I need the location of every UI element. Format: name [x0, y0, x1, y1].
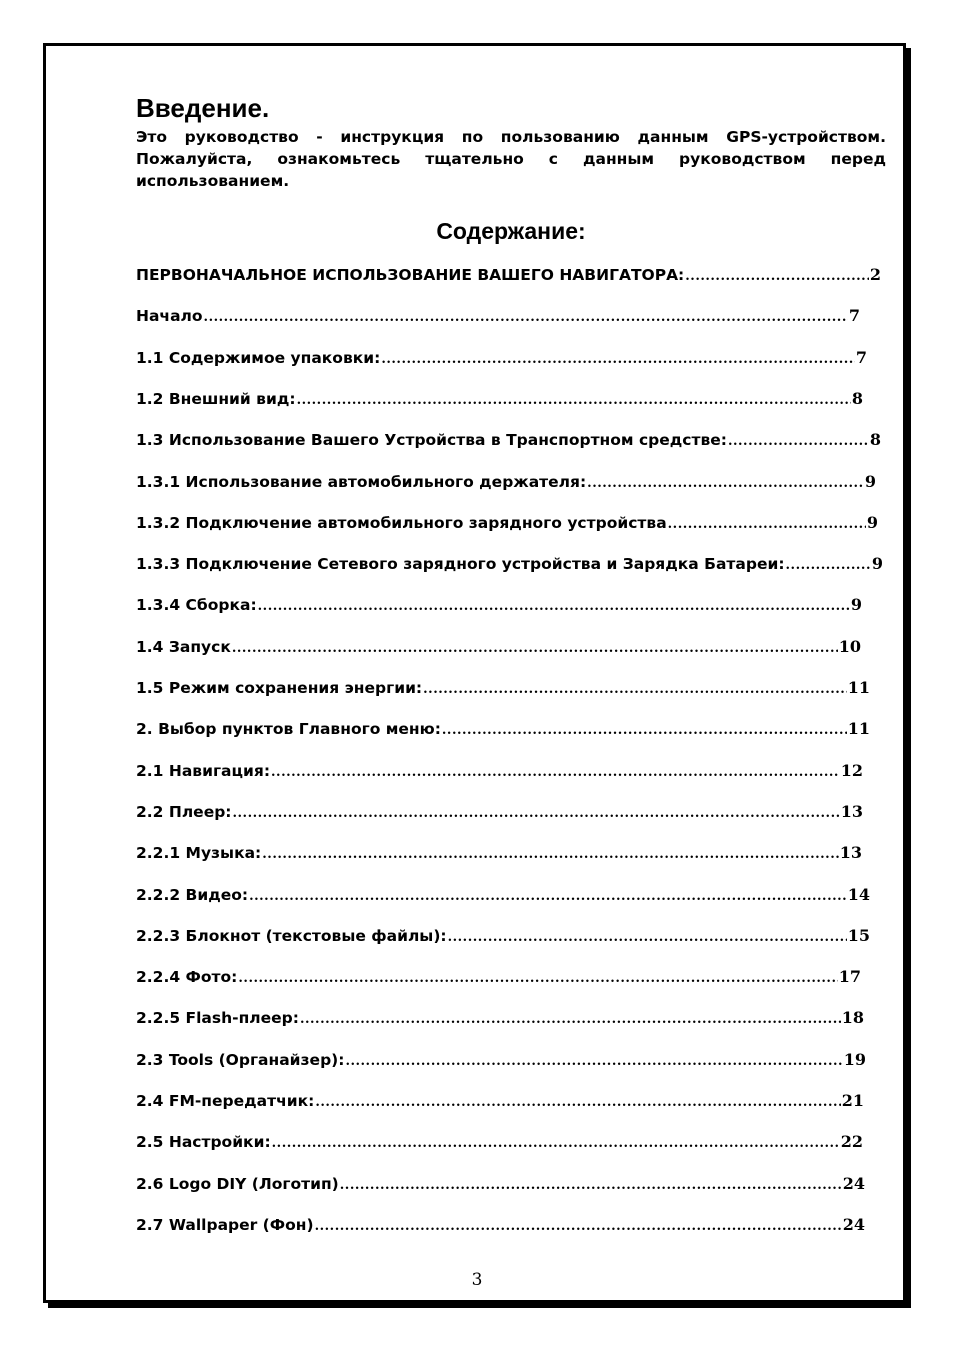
toc-dot-leader — [587, 476, 864, 491]
toc-entry[interactable] — [136, 802, 863, 824]
toc-entry-title: 2.2.1 Музыка: — [136, 844, 262, 863]
toc-dot-leader — [315, 1219, 842, 1234]
toc-entry-page: 7 — [848, 306, 860, 326]
toc-entry-page: 9 — [871, 554, 883, 574]
toc-entry-page: 9 — [850, 595, 862, 615]
toc-entry[interactable] — [136, 678, 870, 700]
toc-entry[interactable] — [136, 926, 870, 948]
page-number: 3 — [471, 1270, 483, 1290]
toc-entry-page: 15 — [847, 925, 870, 945]
toc-entry-page: 7 — [855, 347, 867, 367]
toc-entry-title: 1.3 Использование Вашего Устройства в Транспортном средстве: — [136, 431, 727, 450]
toc-entry-page: 11 — [847, 678, 870, 697]
toc-entry-page: 14 — [847, 884, 870, 904]
toc-entry-page: 13 — [840, 801, 863, 821]
toc-entry-page: 12 — [840, 760, 863, 780]
toc-entry[interactable] — [136, 761, 863, 783]
toc-dot-leader — [345, 1054, 842, 1069]
toc-entry-title: 2.2.2 Видео: — [136, 885, 249, 904]
toc-heading: Содержание: — [436, 218, 586, 244]
toc-entry-page: 21 — [841, 1091, 864, 1110]
toc-entry[interactable] — [136, 472, 876, 494]
page-content — [136, 92, 886, 1234]
toc-entry-page: 8 — [869, 430, 881, 450]
toc-entry-title: 1.3.4 Сборка: — [136, 596, 257, 615]
toc-entry[interactable] — [136, 637, 861, 659]
intro-heading: Введение. — [136, 93, 270, 123]
toc-entry-title: 2.6 Logo DIY (Логотип) — [136, 1174, 339, 1193]
toc-entry-page: 9 — [866, 512, 878, 532]
toc-dot-leader — [448, 930, 847, 945]
toc-entry[interactable] — [136, 595, 862, 617]
toc-entry-page: 17 — [838, 967, 861, 987]
toc-entry-title: 1.3.2 Подключение автомобильного зарядного устройства — [136, 513, 667, 532]
toc-dot-leader — [272, 1136, 840, 1151]
toc-entry-title: 1.4 Запуск — [136, 637, 231, 656]
toc-entry[interactable] — [136, 554, 883, 576]
intro-paragraph: Это руководство - инструкция по пользованию данным GPS-устройством. Пожалуйста, ознакомьтесь тщательно с данным руководством перед использованием. — [136, 128, 886, 190]
toc-entry-page: 24 — [842, 1214, 865, 1234]
toc-entry-title: ПЕРВОНАЧАЛЬНОЕ ИСПОЛЬЗОВАНИЕ ВАШЕГО НАВИГАТОРА: — [136, 266, 685, 284]
toc-entry[interactable] — [136, 1215, 865, 1237]
toc-entry-page: 11 — [847, 719, 870, 739]
toc-dot-leader — [381, 352, 855, 367]
toc-entry-page: 19 — [843, 1049, 866, 1069]
toc-entry-title: 2.2.3 Блокнот (текстовые файлы): — [136, 926, 447, 945]
toc-entry[interactable] — [136, 1050, 866, 1072]
toc-entry[interactable] — [136, 719, 870, 741]
toc-entry[interactable] — [136, 1174, 865, 1196]
toc-entry-page: 8 — [851, 388, 863, 408]
toc-entry-title: 2.3 Tools (Органайзер): — [136, 1050, 345, 1069]
toc-entry-title: 2.7 Wallpaper (Фон) — [136, 1215, 314, 1234]
toc-entry-title: 2.2 Плеер: — [136, 802, 232, 821]
toc-entry-title: 2.2.4 Фото: — [136, 968, 238, 987]
toc-entry-title: 1.3.1 Использование автомобильного держателя: — [136, 472, 587, 491]
toc-entry-title: 1.5 Режим сохранения энергии: — [136, 679, 423, 697]
toc-dot-leader — [315, 1095, 840, 1110]
toc-entry-title: 2.2.5 Flash-плеер: — [136, 1009, 299, 1028]
toc-dot-leader — [685, 269, 869, 284]
toc-dot-leader — [233, 806, 840, 821]
toc-dot-leader — [668, 517, 866, 532]
toc-entry-title: 2.1 Навигация: — [136, 761, 271, 780]
toc-entry[interactable] — [136, 348, 867, 370]
toc-entry-page: 2 — [869, 265, 881, 284]
toc-entry[interactable] — [136, 885, 870, 907]
toc-entry[interactable] — [136, 843, 862, 865]
toc-entry-title: 1.1 Содержимое упаковки: — [136, 348, 381, 367]
toc-dot-leader — [249, 889, 847, 904]
toc-entry-page: 9 — [864, 471, 876, 491]
toc-dot-leader — [340, 1178, 842, 1193]
toc-dot-leader — [297, 393, 851, 408]
toc-entry-page: 13 — [839, 843, 862, 863]
toc-dot-leader — [271, 765, 840, 780]
toc-entry-title: 2.4 FM-передатчик: — [136, 1092, 315, 1110]
toc-dot-leader — [300, 1012, 841, 1027]
toc-entry[interactable] — [136, 1132, 863, 1154]
toc-entry-title: 2. Выбор пунктов Главного меню: — [136, 720, 441, 739]
toc-entry-title: 1.3.3 Подключение Сетевого зарядного устройства и Зарядка Батареи: — [136, 555, 785, 574]
toc-entry[interactable] — [136, 389, 863, 411]
toc-entry-page: 10 — [838, 636, 861, 656]
toc-entry[interactable] — [136, 1008, 864, 1030]
toc-entry-title: 1.2 Внешний вид: — [136, 389, 296, 408]
toc-entry-page: 24 — [842, 1173, 865, 1193]
toc-entry[interactable] — [136, 306, 860, 328]
toc-dot-leader — [204, 310, 848, 325]
toc-dot-leader — [262, 847, 838, 862]
toc-entry[interactable] — [136, 513, 878, 535]
toc-entry[interactable] — [136, 430, 881, 452]
toc-entry[interactable] — [136, 1091, 864, 1113]
toc-entry[interactable] — [136, 265, 881, 287]
toc-dot-leader — [232, 641, 838, 656]
toc-dot-leader — [786, 558, 871, 573]
toc-entry-page: 22 — [840, 1132, 863, 1152]
toc-dot-leader — [728, 434, 869, 449]
toc-entry-title: 2.5 Настройки: — [136, 1133, 271, 1152]
toc-entry[interactable] — [136, 967, 861, 989]
toc-dot-leader — [442, 723, 847, 738]
toc-dot-leader — [423, 682, 847, 697]
toc-dot-leader — [238, 971, 837, 986]
toc-entry-title: Начало — [136, 307, 203, 326]
toc-entry-page: 18 — [841, 1008, 864, 1028]
toc-dot-leader — [258, 599, 850, 614]
